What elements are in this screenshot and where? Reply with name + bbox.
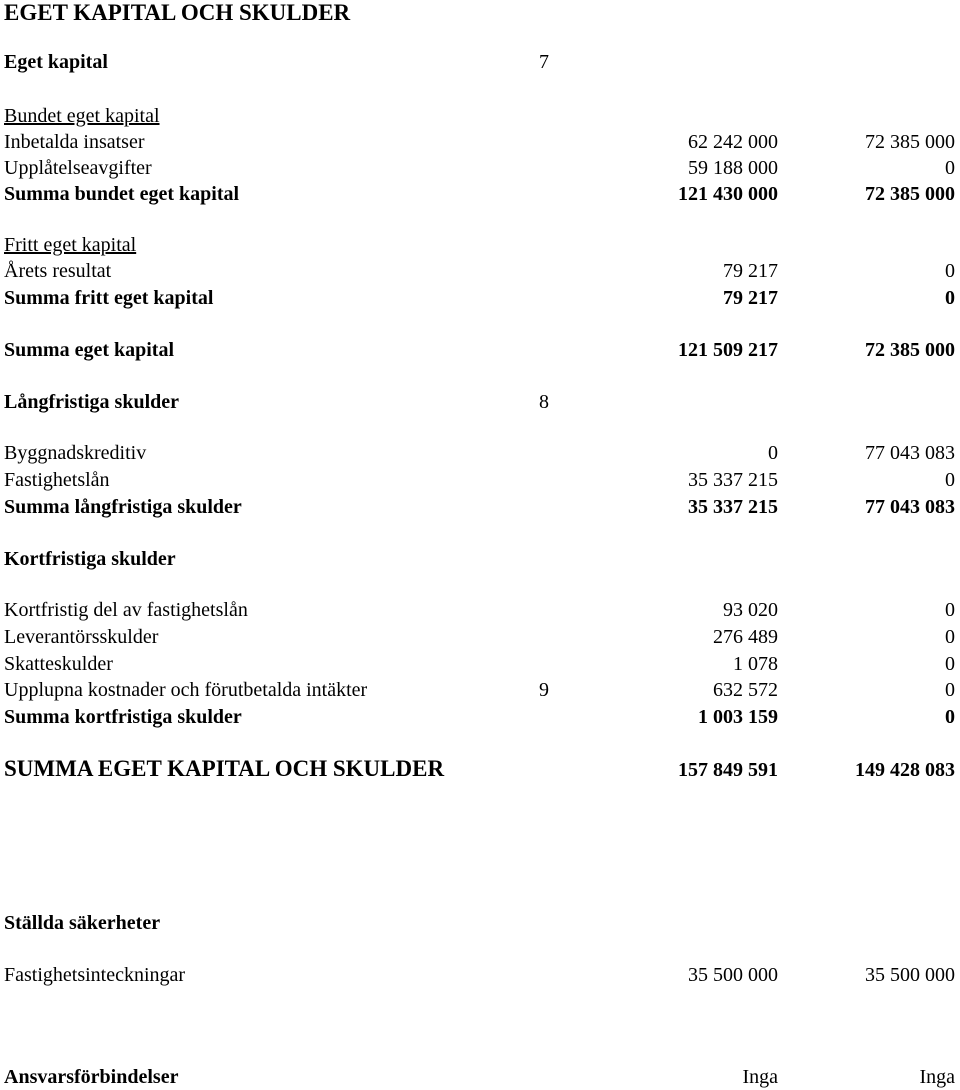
previous-year-value: 0 — [945, 653, 955, 675]
previous-year-value: 0 — [945, 260, 955, 282]
previous-year-value: 0 — [945, 157, 955, 179]
total-label: Summa eget kapital — [4, 339, 174, 361]
total-label: Summa kortfristiga skulder — [4, 706, 242, 728]
grand-total-row — [0, 755, 960, 785]
current-year-total: 121 509 217 — [678, 339, 778, 361]
previous-year-total: 72 385 000 — [865, 183, 955, 205]
current-year-value: 35 500 000 — [688, 964, 778, 986]
current-year-value: 79 217 — [723, 260, 778, 282]
table-row — [0, 624, 960, 650]
current-year-total: 121 430 000 — [678, 183, 778, 205]
table-row — [0, 440, 960, 466]
long-term-liabilities-heading-row — [0, 389, 960, 415]
grand-total-previous: 149 428 083 — [855, 759, 955, 781]
note-ref: 9 — [539, 679, 549, 701]
row-label: Inbetalda insatser — [4, 131, 145, 153]
previous-year-value: 72 385 000 — [865, 131, 955, 153]
previous-year-value: 0 — [945, 626, 955, 648]
grand-total-label: SUMMA EGET KAPITAL OCH SKULDER — [4, 756, 445, 781]
total-row — [0, 704, 960, 730]
total-label: Summa fritt eget kapital — [4, 287, 214, 309]
unrestricted-equity-heading: Fritt eget kapital — [4, 234, 137, 256]
current-year-value: 59 188 000 — [688, 157, 778, 179]
row-label: Fastighetslån — [4, 469, 110, 491]
long-term-note-ref: 8 — [539, 391, 549, 413]
total-label: Summa bundet eget kapital — [4, 183, 240, 205]
total-row — [0, 337, 960, 363]
previous-year-total: 72 385 000 — [865, 339, 955, 361]
table-row — [0, 155, 960, 181]
unrestricted-equity-heading-row — [0, 232, 960, 258]
total-row — [0, 181, 960, 207]
pledged-assets-heading-row — [0, 910, 960, 936]
page-title: EGET KAPITAL OCH SKULDER — [4, 0, 351, 25]
table-row — [0, 962, 960, 988]
current-year-value: Inga — [742, 1066, 778, 1088]
table-row — [0, 597, 960, 623]
total-row — [0, 494, 960, 520]
total-row — [0, 285, 960, 311]
previous-year-value: 0 — [945, 599, 955, 621]
total-label: Summa långfristiga skulder — [4, 496, 242, 518]
row-label: Leverantörsskulder — [4, 626, 159, 648]
table-row — [0, 677, 960, 703]
long-term-liabilities-heading: Långfristiga skulder — [4, 391, 180, 413]
previous-year-total: 0 — [945, 706, 955, 728]
row-label: Årets resultat — [4, 260, 112, 282]
current-year-value: 35 337 215 — [688, 469, 778, 491]
row-label: Upplåtelseavgifter — [4, 157, 152, 179]
table-row — [0, 258, 960, 284]
current-year-value: 632 572 — [713, 679, 778, 701]
row-label: Upplupna kostnader och förutbetalda intäkter — [4, 679, 368, 701]
current-year-value: 93 020 — [723, 599, 778, 621]
current-year-value: 0 — [768, 442, 778, 464]
previous-year-total: 77 043 083 — [865, 496, 955, 518]
short-term-liabilities-heading: Kortfristiga skulder — [4, 548, 176, 570]
previous-year-value: 35 500 000 — [865, 964, 955, 986]
previous-year-value: 0 — [945, 679, 955, 701]
row-label: Kortfristig del av fastighetslån — [4, 599, 248, 621]
restricted-equity-heading: Bundet eget kapital — [4, 105, 160, 127]
row-label: Skatteskulder — [4, 653, 113, 675]
current-year-total: 1 003 159 — [698, 706, 778, 728]
current-year-total: 79 217 — [723, 287, 778, 309]
equity-heading-row — [0, 49, 960, 75]
current-year-value: 276 489 — [713, 626, 778, 648]
previous-year-value: 77 043 083 — [865, 442, 955, 464]
current-year-total: 35 337 215 — [688, 496, 778, 518]
previous-year-value: 0 — [945, 469, 955, 491]
pledged-assets-heading: Ställda säkerheter — [4, 912, 161, 934]
table-row — [0, 467, 960, 493]
grand-total-current: 157 849 591 — [678, 759, 778, 781]
current-year-value: 1 078 — [733, 653, 778, 675]
equity-heading: Eget kapital — [4, 51, 108, 73]
row-label: Byggnadskreditiv — [4, 442, 147, 464]
previous-year-total: 0 — [945, 287, 955, 309]
row-label: Fastighetsinteckningar — [4, 964, 186, 986]
short-term-liabilities-heading-row — [0, 546, 960, 572]
contingent-liabilities-row — [0, 1064, 960, 1090]
restricted-equity-heading-row — [0, 103, 960, 129]
previous-year-value: Inga — [919, 1066, 955, 1088]
table-row — [0, 651, 960, 677]
current-year-value: 62 242 000 — [688, 131, 778, 153]
contingent-liabilities-label: Ansvarsförbindelser — [4, 1066, 179, 1088]
table-row — [0, 129, 960, 155]
equity-note-ref: 7 — [539, 51, 549, 73]
